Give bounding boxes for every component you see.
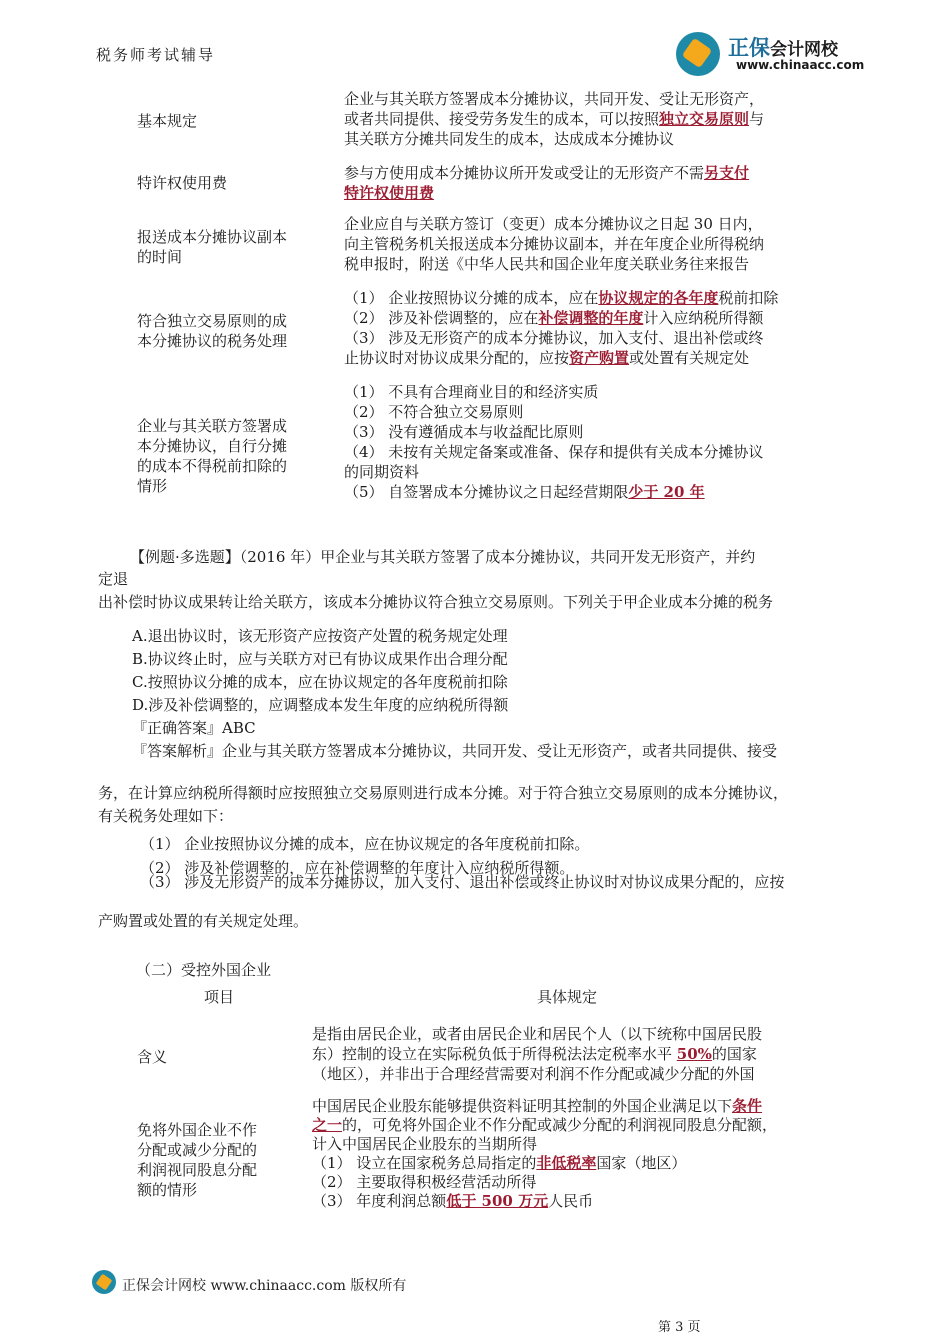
option-a: A.退出协议时，该无形资产应按资产处置的税务规定处理 bbox=[132, 627, 508, 645]
option-d: D.涉及补偿调整的，应调整成本发生年度的应纳税所得额 bbox=[132, 696, 509, 714]
header-fragment: 税务师考试辅导 bbox=[96, 46, 216, 64]
text-run: 计入应纳税所得额 bbox=[643, 309, 764, 327]
label-line: 分配或减少分配的 bbox=[137, 1141, 258, 1159]
analysis-item: （2） 涉及补偿调整的，应在补偿调整的年度计入应纳税所得额。 bbox=[140, 859, 575, 877]
label-line: 的时间 bbox=[137, 248, 183, 266]
text-run: 企业应自与关联方签订（变更）成本分摊协议之日起 30 日内， bbox=[344, 215, 763, 233]
label-line: 企业与其关联方签署成 bbox=[137, 417, 288, 435]
highlight-term: 少于 20 年 bbox=[628, 483, 705, 501]
text-run: 的同期资料 bbox=[344, 463, 420, 481]
content-line bbox=[312, 1154, 832, 1173]
brand-url: www.chinaacc.com bbox=[736, 58, 865, 72]
content-line bbox=[344, 234, 824, 254]
t1-row-label bbox=[137, 111, 317, 131]
t1-row-content bbox=[344, 163, 824, 202]
content-line bbox=[344, 129, 824, 149]
content-line bbox=[344, 89, 824, 109]
highlight-term: 非低税率 bbox=[536, 1154, 597, 1172]
label-line: 的成本不得税前扣除的 bbox=[137, 457, 288, 475]
content-line bbox=[312, 1116, 832, 1135]
t1-row-label bbox=[137, 416, 317, 496]
content-line bbox=[344, 482, 824, 502]
content-line bbox=[344, 462, 824, 482]
t1-row-content bbox=[344, 214, 824, 274]
text-run: 止协议时对协议成果分配的，应按 bbox=[344, 349, 570, 367]
brand-name: 正保会计网校 bbox=[728, 36, 838, 60]
footer-logo-icon bbox=[92, 1270, 116, 1294]
content-line bbox=[344, 402, 824, 422]
text-run: （3） 涉及无形资产的成本分摊协议，加入支付、退出补偿或终 bbox=[344, 329, 764, 347]
text-run: 的，可免将外国企业不作分配或减少分配的利润视同股息分配额， bbox=[342, 1116, 778, 1134]
text-run: （3） 年度利润总额 bbox=[312, 1192, 447, 1210]
text-run: 国家（地区） bbox=[596, 1154, 687, 1172]
highlight-term: 低于 500 万元 bbox=[446, 1192, 549, 1210]
table2-col-header: 具体规定 bbox=[537, 988, 598, 1006]
label-line: 本分摊协议的税务处理 bbox=[137, 332, 288, 350]
text-run: （1） 企业按照协议分摊的成本，应在 bbox=[344, 289, 599, 307]
content-line bbox=[344, 328, 824, 348]
text-run: 参与方使用成本分摊协议所开发或受让的无形资产不需 bbox=[344, 164, 705, 182]
example-question-cut: 出补偿时协议成果转让给关联方，该成本分摊协议符合独立交易原则。下列关于甲企业成本分摊的税务 bbox=[98, 593, 774, 611]
content-line bbox=[344, 422, 824, 442]
text-run: 税前扣除 bbox=[718, 289, 779, 307]
text-run: （2） 不符合独立交易原则 bbox=[344, 403, 524, 421]
content-line bbox=[344, 163, 824, 183]
content-line bbox=[312, 1024, 832, 1044]
content-line bbox=[344, 442, 824, 462]
content-line bbox=[344, 183, 824, 203]
option-b: B.协议终止时，应与关联方对已有协议成果作出合理分配 bbox=[132, 650, 508, 668]
text-run: （地区），并非出于合理经营需要对利润不作分配或减少分配的外国 bbox=[312, 1065, 755, 1083]
t2-row-content bbox=[312, 1097, 832, 1211]
label-line: 含义 bbox=[137, 1048, 168, 1066]
page-number: 第 3 页 bbox=[658, 1320, 701, 1335]
highlight-term: 另支付 bbox=[704, 164, 750, 182]
analysis-line: 务，在计算应纳税所得额时应按照独立交易原则进行成本分摊。对于符合独立交易原则的成本分摊协议， bbox=[98, 784, 789, 802]
content-line bbox=[344, 109, 824, 129]
label-line: 利润视同股息分配 bbox=[137, 1161, 258, 1179]
content-line bbox=[344, 308, 824, 328]
text-run: 或处置有关规定处 bbox=[629, 349, 750, 367]
text-run: 计入中国居民企业股东的当期所得 bbox=[312, 1135, 538, 1153]
content-line bbox=[312, 1097, 832, 1116]
t1-row-label bbox=[137, 227, 317, 267]
text-run: 企业与其关联方签署成本分摊协议，共同开发、受让无形资产， bbox=[344, 90, 765, 108]
highlight-term: 50% bbox=[676, 1045, 712, 1063]
highlight-term: 特许权使用费 bbox=[344, 184, 435, 202]
highlight-term: 补偿调整的年度 bbox=[538, 309, 644, 327]
correct-answer: 『正确答案』ABC bbox=[132, 719, 256, 737]
text-run: 税申报时，附送《中华人民共和国企业年度关联业务往来报告 bbox=[344, 255, 750, 273]
highlight-term: 条件 bbox=[732, 1097, 763, 1115]
label-line: 特许权使用费 bbox=[137, 174, 228, 192]
content-line bbox=[344, 254, 824, 274]
text-run: 东）控制的设立在实际税负低于所得税法法定税率水平 bbox=[312, 1045, 677, 1063]
label-line: 符合独立交易原则的成 bbox=[137, 312, 288, 330]
text-run: 的国家 bbox=[711, 1045, 757, 1063]
brand-logo[interactable] bbox=[676, 30, 876, 80]
text-run: （2） 主要取得积极经营活动所得 bbox=[312, 1173, 537, 1191]
t1-row-content bbox=[344, 382, 824, 502]
highlight-term: 之一 bbox=[312, 1116, 343, 1134]
highlight-term: 独立交易原则 bbox=[659, 110, 750, 128]
text-run: 中国居民企业股东能够提供资料证明其控制的外国企业满足以下 bbox=[312, 1097, 733, 1115]
t2-row-content bbox=[312, 1024, 832, 1084]
text-run: （4） 未按有关规定备案或准备、保存和提供有关成本分摊协议 bbox=[344, 443, 764, 461]
content-line bbox=[312, 1192, 832, 1211]
label-line: 免将外国企业不作 bbox=[137, 1121, 258, 1139]
content-line bbox=[312, 1064, 832, 1084]
t2-row-label bbox=[137, 1120, 297, 1200]
text-run: （1） 不具有合理商业目的和经济实质 bbox=[344, 383, 599, 401]
text-run: （5） 自签署成本分摊协议之日起经营期限 bbox=[344, 483, 629, 501]
text-run: 向主管税务机关报送成本分摊协议副本，并在年度企业所得税纳 bbox=[344, 235, 765, 253]
section-heading: （二）受控外国企业 bbox=[136, 961, 272, 979]
analysis-tail: 产购置或处置的有关规定处理。 bbox=[98, 912, 309, 930]
content-line bbox=[312, 1044, 832, 1064]
analysis-item-cut: （3） 涉及无形资产的成本分摊协议，加入支付、退出补偿或终止协议时对协议成果分配的，应按 bbox=[140, 873, 785, 891]
table2-col-header: 项目 bbox=[204, 988, 235, 1006]
footer-copyright: 正保会计网校 www.chinaacc.com 版权所有 bbox=[122, 1278, 407, 1294]
t1-row-label bbox=[137, 173, 317, 193]
content-line bbox=[344, 288, 824, 308]
example-question: 【例题·多选题】（2016 年）甲企业与其关联方签署了成本分摊协议，共同开发无形资产，并约 bbox=[130, 548, 756, 566]
t2-row-label bbox=[137, 1047, 297, 1067]
analysis-line: 『答案解析』企业与其关联方签署成本分摊协议，共同开发、受让无形资产，或者共同提供、接受 bbox=[132, 742, 778, 760]
highlight-term: 协议规定的各年度 bbox=[598, 289, 719, 307]
t1-row-label bbox=[137, 311, 317, 351]
example-question-cont: 定退 bbox=[98, 570, 129, 588]
analysis-item: （1） 企业按照协议分摊的成本，应在协议规定的各年度税前扣除。 bbox=[140, 835, 590, 853]
text-run: 人民币 bbox=[548, 1192, 594, 1210]
highlight-term: 资产购置 bbox=[569, 349, 630, 367]
label-line: 额的情形 bbox=[137, 1181, 198, 1199]
text-run: 与 bbox=[749, 110, 765, 128]
t1-row-content bbox=[344, 89, 824, 149]
text-run: （2） 涉及补偿调整的，应在 bbox=[344, 309, 539, 327]
content-line bbox=[344, 348, 824, 368]
label-line: 本分摊协议，自行分摊 bbox=[137, 437, 288, 455]
content-line bbox=[312, 1135, 832, 1154]
label-line: 情形 bbox=[137, 477, 168, 495]
text-run: 是指由居民企业，或者由居民企业和居民个人（以下统称中国居民股 bbox=[312, 1025, 763, 1043]
logo-icon bbox=[676, 32, 720, 76]
option-c: C.按照协议分摊的成本，应在协议规定的各年度税前扣除 bbox=[132, 673, 508, 691]
content-line bbox=[312, 1173, 832, 1192]
content-line bbox=[344, 214, 824, 234]
text-run: （1） 设立在国家税务总局指定的 bbox=[312, 1154, 537, 1172]
t1-row-content bbox=[344, 288, 824, 368]
label-line: 报送成本分摊协议副本 bbox=[137, 228, 288, 246]
text-run: 其关联方分摊共同发生的成本，达成成本分摊协议 bbox=[344, 130, 675, 148]
analysis-line-cut: 有关税务处理如下： bbox=[98, 807, 234, 825]
label-line: 基本规定 bbox=[137, 112, 198, 130]
content-line bbox=[344, 382, 824, 402]
text-run: （3） 没有遵循成本与收益配比原则 bbox=[344, 423, 584, 441]
text-run: 或者共同提供、接受劳务发生的成本，可以按照 bbox=[344, 110, 660, 128]
